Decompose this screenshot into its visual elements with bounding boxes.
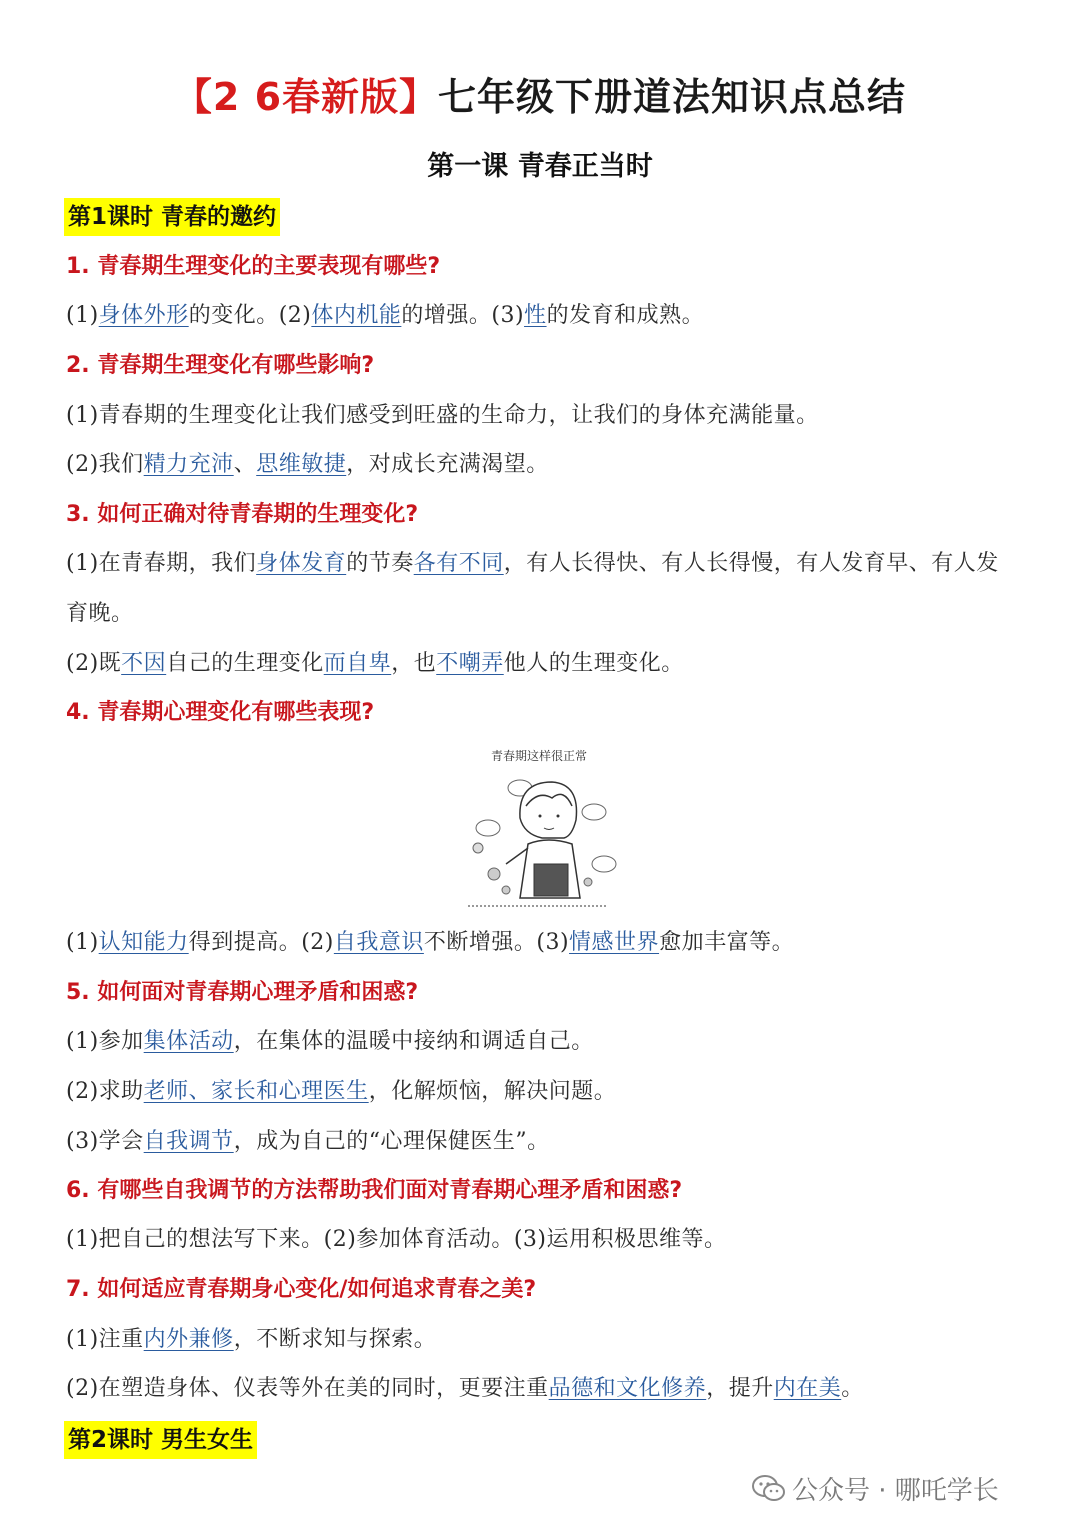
answer-5-2: (2)求助老师、家长和心理医生，化解烦恼，解决问题。 (66, 1079, 617, 1104)
question-2: 2. 青春期生理变化有哪些影响? (66, 353, 375, 378)
keyword: 身体外形 (98, 303, 189, 328)
keyword: 不因 (121, 651, 167, 676)
keyword: 而自卑 (323, 651, 392, 676)
wechat-watermark (752, 1470, 999, 1507)
keyword: 自我意识 (333, 930, 424, 955)
question-3: 3. 如何正确对待青春期的生理变化? (66, 502, 419, 527)
answer-5-1: (1)参加集体活动，在集体的温暖中接纳和调适自己。 (66, 1029, 594, 1054)
answer-7-2: (2)在塑造身体、仪表等外在美的同时，更要注重品德和文化修养，提升内在美。 (66, 1376, 864, 1401)
keyword: 老师、家长和心理医生 (143, 1079, 369, 1104)
title-edition-tag: 【2 6春新版】 (173, 75, 439, 119)
question-7: 7. 如何适应青春期身心变化/如何追求青春之美? (66, 1277, 537, 1302)
keyword: 自我调节 (143, 1129, 234, 1154)
answer-1-1: (1)身体外形的变化。(2)体内机能的增强。(3)性的发育和成熟。 (66, 303, 705, 328)
answer-7-1: (1)注重内外兼修，不断求知与探索。 (66, 1327, 437, 1352)
question-6: 6. 有哪些自我调节的方法帮助我们面对青春期心理矛盾和困惑? (66, 1178, 683, 1203)
keyword: 品德和文化修养 (548, 1376, 707, 1401)
watermark-text: 公众号 · 哪吒学长 (792, 1476, 999, 1506)
keyword: 内外兼修 (143, 1327, 234, 1352)
keyword: 集体活动 (143, 1029, 234, 1054)
illustration-caption: 青春期这样很正常 (490, 749, 588, 763)
lesson-title: 第一课 青春正当时 (427, 151, 653, 182)
keyword: 认知能力 (98, 930, 189, 955)
keyword: 内在美 (773, 1376, 842, 1401)
answer-3-1: (1)在青春期，我们身体发育的节奏各有不同，有人长得快、有人长得慢，有人发育早、有人发育晚。 (66, 551, 999, 626)
wechat-icon (752, 1474, 786, 1504)
section-label-2: 第2课时 男生女生 (64, 1421, 257, 1459)
section-label-1: 第1课时 青春的邀约 (64, 198, 280, 236)
keyword: 各有不同 (413, 551, 504, 576)
answer-5-3: (3)学会自我调节，成为自己的“心理保健医生”。 (66, 1129, 550, 1154)
keyword: 精力充沛 (143, 452, 234, 477)
answer-3-2: (2)既不因自己的生理变化而自卑，也不嘲弄他人的生理变化。 (66, 651, 684, 676)
answer-2-2: (2)我们精力充沛、思维敏捷，对成长充满渴望。 (66, 452, 549, 477)
keyword: 体内机能 (311, 303, 402, 328)
question-4: 4. 青春期心理变化有哪些表现? (66, 700, 375, 725)
answer-2-1: (1)青春期的生理变化让我们感受到旺盛的生命力，让我们的身体充满能量。 (66, 403, 819, 428)
answer-4-1: (1)认知能力得到提高。(2)自我意识不断增强。(3)情感世界愈加丰富等。 (66, 930, 795, 955)
title-main: 七年级下册道法知识点总结 (438, 75, 907, 119)
keyword: 性 (524, 303, 547, 328)
keyword: 情感世界 (569, 930, 660, 955)
keyword: 思维敏捷 (256, 452, 347, 477)
document-title (0, 66, 1080, 121)
keyword: 不嘲弄 (436, 651, 504, 676)
question-1: 1. 青春期生理变化的主要表现有哪些? (66, 254, 441, 279)
answer-6-1: (1)把自己的想法写下来。(2)参加体育活动。(3)运用积极思维等。 (66, 1227, 727, 1252)
keyword: 身体发育 (256, 551, 347, 576)
question-5: 5. 如何面对青春期心理矛盾和困惑? (66, 980, 419, 1005)
puberty-illustration (448, 740, 630, 912)
